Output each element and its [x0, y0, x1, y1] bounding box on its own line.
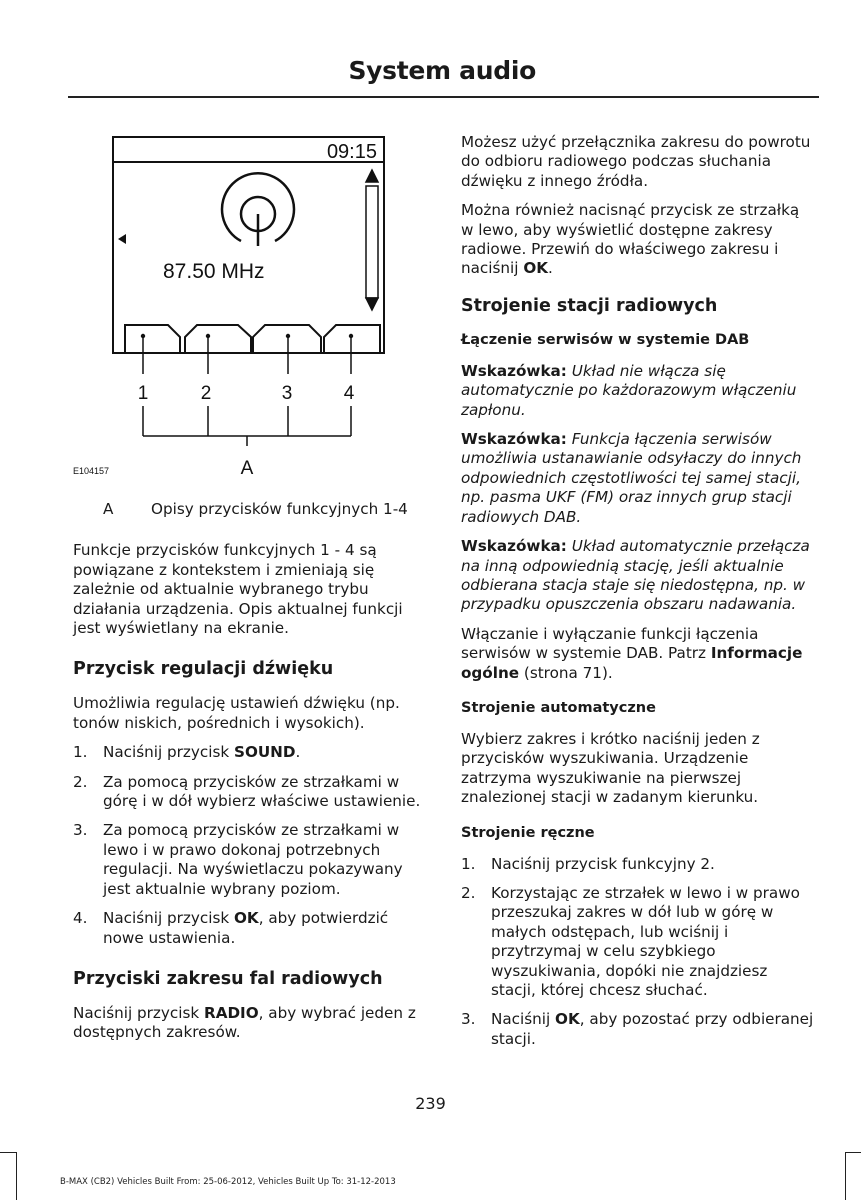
function-tab-3 [253, 325, 321, 353]
function-tab-4 [324, 325, 380, 353]
scrollbar [366, 170, 378, 310]
tuning-heading: Strojenie stacji radiowych [461, 295, 718, 316]
crop-mark [845, 1152, 846, 1200]
band-text: Naciśnij przycisk RADIO, aby wybrać jeden z dostępnych zakresów. [73, 1003, 416, 1042]
auto-tuning-text: Wybierz zakres i krótko naciśnij jeden z przycisków wyszukiwania. Urządzenie zatrzyma wyszukiwanie na pierwszej znalezionej stacji w zadanym kierunku. [461, 729, 760, 807]
list-item: 4. Naciśnij przycisk OK, aby potwierdzić nowe ustawienia. [73, 909, 389, 947]
sound-steps [73, 743, 426, 948]
list-item: 3. Za pomocą przycisków ze strzałkami w lewo i w prawo dokonaj potrzebnych regulacji. Na wyświetlaczu pokazywany jest aktualnie wybrany poziom. [73, 821, 403, 898]
dab-toggle-text: Włączanie i wyłączanie funkcji łączenia serwisów w systemie DAB. Patrz Informacje ogólne (strona 71). [461, 624, 803, 682]
legend-value: Opisy przycisków funkcyjnych 1-4 [151, 500, 408, 518]
note: Wskazówka: Funkcja łączenia serwisów umożliwia ustanawianie odsyłaczy do innych odpowiednich częstotliwości tej samej stacji, np. pasma UKF (FM) oraz innych grup stacji radiowych DAB. [461, 430, 802, 526]
scroll-down-arrow-icon [366, 298, 378, 310]
crop-mark [845, 1152, 861, 1153]
display-frame [113, 137, 384, 353]
title-rule [68, 96, 819, 98]
list-item: 1. Naciśnij przycisk SOUND. [73, 743, 301, 762]
frequency-text: 87.50 MHz [163, 260, 265, 283]
manual-steps [461, 855, 816, 1050]
callout-number-3: 3 [281, 383, 293, 404]
scroll-up-arrow-icon [366, 170, 378, 182]
crop-mark [16, 1152, 17, 1200]
band-list-text: Można również nacisnąć przycisk ze strzałką w lewo, aby wyświetlić dostępne zakresy radiowe. Przewiń do właściwego zakresu i naciśnij OK. [461, 201, 800, 278]
callout-group-label: A [240, 458, 254, 479]
dab-heading: Łączenie serwisów w systemie DAB [461, 331, 750, 348]
audio-display-diagram [73, 130, 426, 492]
image-code: E104157 [73, 466, 110, 476]
radio-signal-icon [222, 173, 294, 246]
callout-number-2: 2 [200, 383, 212, 404]
band-heading: Przyciski zakresu fal radiowych [73, 968, 383, 989]
function-button-tabs [125, 325, 380, 353]
legend-key: A [103, 500, 114, 518]
function-tab-1 [125, 325, 180, 353]
sound-text: Umożliwia regulację ustawień dźwięku (np. tonów niskich, pośrednich i wysokich). [73, 694, 400, 732]
note: Wskazówka: Układ nie włącza się automatycznie po każdorazowym włączeniu zapłonu. [461, 361, 797, 419]
crop-mark [0, 1152, 16, 1153]
callout-number-1: 1 [137, 383, 149, 404]
callout-number-4: 4 [343, 383, 355, 404]
manual-tuning-heading: Strojenie ręczne [461, 824, 595, 841]
list-item: 2. Za pomocą przycisków ze strzałkami w górę i w dół wybierz właściwe ustawienie. [73, 772, 421, 811]
cross-reference-link[interactable]: Informacje ogólne [461, 644, 803, 682]
list-item: 2. Korzystając ze strzałek w lewo i w prawo przeszukaj zakres w dół lub w górę w małych odstępach, lub wciśnij i przytrzymaj w celu szybkiego wyszukiwania, dopóki nie znajdziesz stacji, której chcesz słuchać. [461, 883, 800, 999]
right-column [461, 133, 816, 1063]
left-arrow-icon [118, 234, 126, 244]
page-number: 239 [415, 1094, 446, 1113]
left-column [73, 130, 426, 1053]
page-title: System audio [348, 56, 536, 85]
note: Wskazówka: Układ automatycznie przełącza na inną odpowiednią stację, jeśli aktualnie odbierana stacja staje się niedostępna, np. w przypadku opuszczenia obszaru nadawania. [461, 537, 810, 614]
figure-legend [73, 500, 426, 519]
function-buttons-intro: Funkcje przycisków funkcyjnych 1 - 4 są powiązane z kontekstem i zmieniają się zależnie od aktualnie wybranego trybu działania urządzenia. Opis aktualnej funkcji jest wyświetlany na ekranie. [73, 541, 403, 638]
audio-display-figure [73, 130, 426, 492]
footer-text: B-MAX (CB2) Vehicles Built From: 25-06-2012, Vehicles Built Up To: 31-12-2013 [60, 1177, 396, 1187]
band-switch-text: Możesz użyć przełącznika zakresu do powrotu do odbioru radiowego podczas słuchania dźwięku z innego źródła. [461, 133, 811, 190]
function-tab-2 [185, 325, 251, 353]
sound-heading: Przycisk regulacji dźwięku [73, 659, 334, 680]
list-item: 1. Naciśnij przycisk funkcyjny 2. [461, 854, 715, 873]
callout-numbers [138, 383, 355, 404]
auto-tuning-heading: Strojenie automatyczne [461, 699, 656, 716]
clock-text: 09:15 [326, 141, 377, 163]
list-item: 3. Naciśnij OK, aby pozostać przy odbieranej stacji. [461, 1010, 814, 1048]
